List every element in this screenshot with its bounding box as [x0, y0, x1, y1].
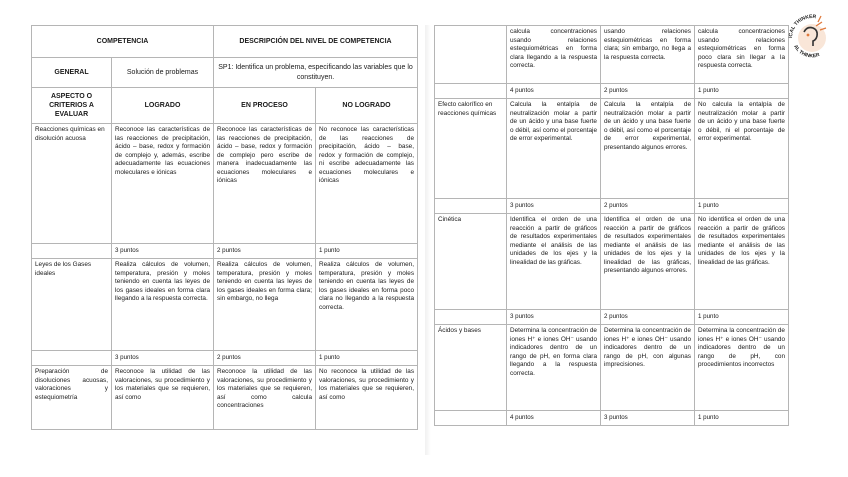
en-proceso-cell: Reconoce la utilidad de las valoraciones, su procedimiento y los materiales que se requieren, así como calcula concentraciones	[214, 366, 316, 430]
logrado-cell: Reconoce la utilidad de las valoraciones, su procedimiento y los materiales que se requieren, así como	[112, 366, 214, 430]
competencia-header: COMPETENCIA	[32, 26, 214, 58]
en-proceso-cell: Reconoce las características de las reacciones de precipitación, ácido – base, redox y formación de complejo pero escribe de manera inadecuadamente las ecuaciones moleculares e iónicas	[214, 124, 316, 244]
page-divider	[425, 25, 431, 455]
empty-cell	[435, 310, 507, 325]
no-logrado-cell: Realiza cálculos de volumen, temperatura, presión y moles teniendo en cuenta las leyes de los gases ideales en forma poco clara no llegando a la respuesta correcta.	[316, 259, 418, 351]
table-row	[435, 99, 789, 199]
no-logrado-cell: calcula concentraciones usando relaciones estequiométricas en forma poco clara sin llegar a la respuesta correcta.	[695, 26, 789, 84]
logrado-cell: Calcula la entalpía de neutralización molar a partir de un ácido y una base fuerte o débil, así como el porcentaje de error experimental.	[507, 99, 601, 199]
criterion-cell: Leyes de los Gases ideales	[32, 259, 112, 351]
points-cell: 2 puntos	[601, 199, 695, 214]
points-cell: 4 puntos	[507, 84, 601, 99]
en-proceso-header: EN PROCESO	[214, 88, 316, 124]
table-row	[32, 366, 418, 430]
criterion-cell: Cinética	[435, 214, 507, 310]
points-cell: 1 punto	[695, 310, 789, 325]
criterion-cell: Efecto calorífico en reacciones químicas	[435, 99, 507, 199]
points-cell: 4 puntos	[507, 411, 601, 426]
en-proceso-cell: Realiza cálculos de volumen, temperatura, presión y moles teniendo en cuenta las leyes de los gases ideales en forma clara; sin embargo, no llega	[214, 259, 316, 351]
points-cell: 2 puntos	[601, 310, 695, 325]
criterion-cell: Preparación de disoluciones acuosas, valoraciones y estequiometría	[32, 366, 112, 430]
no-logrado-cell: No reconoce las características de las reacciones de precipitación, ácido – base, redox y formación de complejo, ni escribe adecuadamente las ecuaciones moleculares e iónicas	[316, 124, 418, 244]
points-cell: 3 puntos	[507, 199, 601, 214]
table-row	[435, 325, 789, 411]
empty-cell	[32, 244, 112, 259]
no-logrado-cell: Determina la concentración de iones H⁺ e iones OH⁻ usando indicadores dentro de un rango de pH, con procedimientos incorrectos	[695, 325, 789, 411]
general-label: GENERAL	[32, 58, 112, 88]
empty-cell	[435, 26, 507, 84]
points-cell: 3 puntos	[507, 310, 601, 325]
points-cell: 1 punto	[316, 351, 418, 366]
points-cell: 2 puntos	[214, 351, 316, 366]
empty-cell	[435, 199, 507, 214]
en-proceso-cell: usando relaciones estequiométricas en forma clara; sin embargo, no llega a la respuesta correcta.	[601, 26, 695, 84]
no-logrado-cell: No calcula la entalpía de neutralización molar a partir de un ácido y una base fuerte o débil, ni el porcentaje de error experimental.	[695, 99, 789, 199]
logrado-cell: calcula concentraciones usando relaciones estequiométricas en forma clara llegando a la respuesta correcta.	[507, 26, 601, 84]
descripcion-header: DESCRIPCIÓN DEL NIVEL DE COMPETENCIA	[214, 26, 418, 58]
table-row	[435, 26, 789, 84]
points-row	[435, 310, 789, 325]
points-cell: 1 punto	[316, 244, 418, 259]
logrado-cell: Reconoce las características de las reacciones de precipitación, ácido – base, redox y formación de complejo y, además, escribe adecuadamente las ecuaciones moleculares e iónicas	[112, 124, 214, 244]
logo-text-bottom: AL THINKER	[792, 43, 821, 60]
sp1-description: SP1: Identifica un problema, especificando las variables que lo constituyen.	[214, 58, 418, 88]
points-row	[32, 351, 418, 366]
logrado-cell: Realiza cálculos de volumen, temperatura, presión y moles teniendo en cuenta las leyes de los gases ideales en forma clara llegando a la respuesta correcta.	[112, 259, 214, 351]
table-row	[435, 214, 789, 310]
empty-cell	[435, 411, 507, 426]
no-logrado-header: NO LOGRADO	[316, 88, 418, 124]
en-proceso-cell: Identifica el orden de una reacción a partir de gráficos de resultados experimentales mediante el análisis de las unidades de los ejes y la linealidad de las gráficas, presentando algunos errores.	[601, 214, 695, 310]
points-cell: 1 punto	[695, 199, 789, 214]
empty-cell	[435, 84, 507, 99]
criterion-cell: Ácidos y bases	[435, 325, 507, 411]
points-cell: 3 puntos	[112, 351, 214, 366]
points-cell: 3 puntos	[112, 244, 214, 259]
critical-thinker-logo-icon	[786, 8, 838, 66]
logrado-cell: Determina la concentración de iones H⁺ e iones OH⁻ usando indicadores dentro de un rango de pH, en forma clara llegando a la respuesta correcta.	[507, 325, 601, 411]
table-row	[32, 259, 418, 351]
points-row	[435, 411, 789, 426]
general-value: Solución de problemas	[112, 58, 214, 88]
points-cell: 1 punto	[695, 411, 789, 426]
no-logrado-cell: No identifica el orden de una reacción a partir de gráficos de resultados experimentales mediante el análisis de las unidades de los ejes y la linealidad de las gráficas.	[695, 214, 789, 310]
points-row	[32, 244, 418, 259]
points-cell: 3 puntos	[601, 411, 695, 426]
logrado-cell: Identifica el orden de una reacción a partir de gráficos de resultados experimentales mediante el análisis de las unidades de los ejes y la linealidad de las gráficas.	[507, 214, 601, 310]
no-logrado-cell: No reconoce la utilidad de las valoraciones, su procedimiento y los materiales que se requieren, así como	[316, 366, 418, 430]
criterion-cell: Reacciones químicas en disolución acuosa	[32, 124, 112, 244]
en-proceso-cell: Calcula la entalpía de neutralización molar a partir de un ácido y una base fuerte o débil, así como el porcentaje de error experimental, presentando algunos errores.	[601, 99, 695, 199]
logrado-header: LOGRADO	[112, 88, 214, 124]
points-cell: 2 puntos	[214, 244, 316, 259]
points-row	[435, 84, 789, 99]
points-row	[435, 199, 789, 214]
logo-text-top: ICAL THINKER	[787, 13, 817, 39]
rubric-table-left	[31, 25, 418, 430]
points-cell: 2 puntos	[601, 84, 695, 99]
points-cell: 1 punto	[695, 84, 789, 99]
table-row	[32, 124, 418, 244]
rubric-table-right	[434, 25, 789, 426]
en-proceso-cell: Determina la concentración de iones H⁺ e iones OH⁻ usando indicadores dentro de un rango de pH, con algunas imprecisiones.	[601, 325, 695, 411]
empty-cell	[32, 351, 112, 366]
aspecto-header: ASPECTO O CRITERIOS A EVALUAR	[32, 88, 112, 124]
